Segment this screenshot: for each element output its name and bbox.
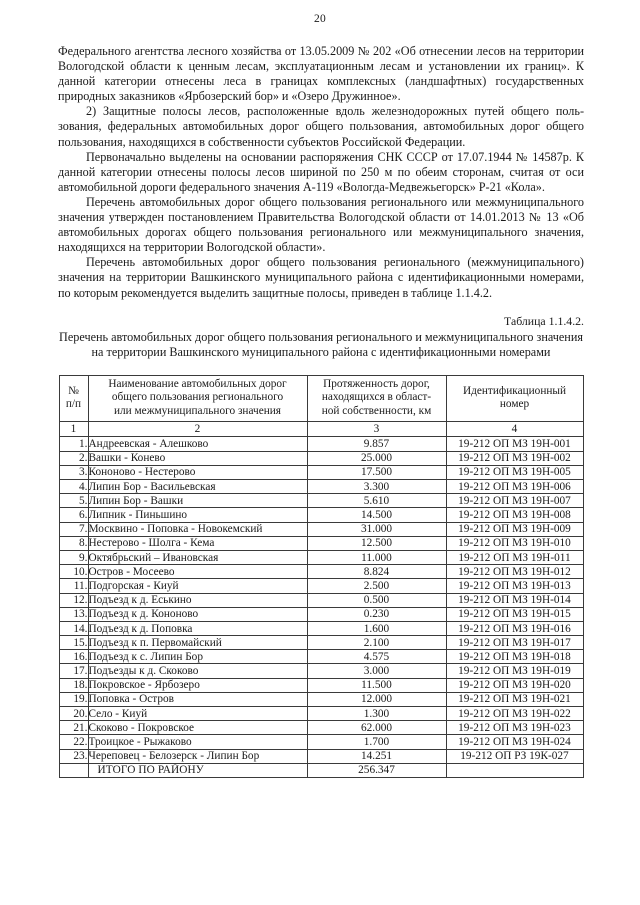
row-road-length: 0.500 — [307, 593, 446, 607]
table-row — [59, 621, 583, 635]
total-row-number — [59, 763, 88, 777]
row-number: 22. — [59, 735, 88, 749]
column-header-length-line-1: Протяженность дорог, — [323, 377, 430, 390]
row-identification: 19-212 ОП МЗ 19Н-022 — [446, 707, 583, 721]
row-identification: 19-212 ОП МЗ 19Н-017 — [446, 636, 583, 650]
row-road-name: Подъезд к п. Первомайский — [88, 636, 307, 650]
row-road-name: Нестерово - Шолга - Кема — [88, 536, 307, 550]
page-number: 20 — [313, 13, 327, 25]
row-road-length: 9.857 — [307, 437, 446, 451]
table-row — [59, 707, 583, 721]
row-identification: 19-212 ОП МЗ 19Н-016 — [446, 621, 583, 635]
column-header-road-name-line-1: Наименование автомобильных дорог — [108, 377, 287, 390]
row-road-length: 8.824 — [307, 565, 446, 579]
row-road-name: Троицкое - Рыжаково — [88, 735, 307, 749]
column-header-length — [307, 375, 446, 422]
row-number: 18. — [59, 678, 88, 692]
table-row — [59, 522, 583, 536]
column-header-identification-line-1: Идентификационный — [462, 384, 567, 397]
table-label: Таблица 1.1.4.2. — [504, 313, 584, 328]
paragraph-snk-ussr: Первоначально выделены на основании распоряжения СНК СССР от 17.07.1944 № 14587р. К данной категории отнесены полосы лесов шириной по 250 м по обеим сторонам, считая от оси автомобильной дороги федерального значения А-119 «Вологда-Медвежьегорск» Р-21 «Кола». — [58, 149, 584, 194]
column-header-length-line-2: находящихся в област- — [321, 391, 432, 404]
column-header-identification-line-2: номер — [499, 398, 530, 411]
road-table-body — [59, 437, 583, 778]
row-number: 11. — [59, 579, 88, 593]
column-header-identification-number — [446, 375, 583, 422]
road-table-head — [59, 375, 583, 437]
row-number: 9. — [59, 550, 88, 564]
row-number: 6. — [59, 508, 88, 522]
row-road-name: Подъезды к д. Скоково — [88, 664, 307, 678]
row-identification: 19-212 ОП МЗ 19Н-013 — [446, 579, 583, 593]
row-road-name: Андреевская - Алешково — [88, 437, 307, 451]
table-row — [59, 636, 583, 650]
table-row — [59, 579, 583, 593]
table-row — [59, 465, 583, 479]
row-number: 8. — [59, 536, 88, 550]
row-number: 10. — [59, 565, 88, 579]
row-identification: 19-212 ОП МЗ 19Н-002 — [446, 451, 583, 465]
table-row — [59, 550, 583, 564]
row-road-length: 3.300 — [307, 480, 446, 494]
road-table-container — [58, 375, 584, 778]
column-number-3: 3 — [307, 422, 446, 437]
row-road-length: 11.000 — [307, 550, 446, 564]
row-identification: 19-212 ОП МЗ 19Н-008 — [446, 508, 583, 522]
row-identification: 19-212 ОП МЗ 19Н-014 — [446, 593, 583, 607]
table-row — [59, 451, 583, 465]
row-number: 4. — [59, 480, 88, 494]
row-identification: 19-212 ОП МЗ 19Н-021 — [446, 692, 583, 706]
row-number: 17. — [59, 664, 88, 678]
column-number-2: 2 — [88, 422, 307, 437]
row-number: 12. — [59, 593, 88, 607]
row-identification: 19-212 ОП МЗ 19Н-011 — [446, 550, 583, 564]
row-road-length: 12.500 — [307, 536, 446, 550]
row-road-name: Покровское - Ярбозеро — [88, 678, 307, 692]
row-road-name: Подъезд к д. Кононово — [88, 607, 307, 621]
row-identification: 19-212 ОП МЗ 19Н-010 — [446, 536, 583, 550]
row-identification: 19-212 ОП МЗ 19Н-015 — [446, 607, 583, 621]
row-number: 2. — [59, 451, 88, 465]
table-row — [59, 607, 583, 621]
column-number-row — [59, 422, 583, 437]
row-identification: 19-212 ОП МЗ 19Н-005 — [446, 465, 583, 479]
column-number-4: 4 — [446, 422, 583, 437]
row-road-name: Липин Бор - Вашки — [88, 494, 307, 508]
row-road-length: 14.251 — [307, 749, 446, 763]
row-identification: 19-212 ОП МЗ 19Н-001 — [446, 437, 583, 451]
column-number-1: 1 — [59, 422, 88, 437]
row-number: 21. — [59, 721, 88, 735]
row-number: 1. — [59, 437, 88, 451]
row-road-name: Поповка - Остров — [88, 692, 307, 706]
row-road-name: Скоково - Покровское — [88, 721, 307, 735]
row-road-name: Остров - Мосеево — [88, 565, 307, 579]
row-road-length: 1.300 — [307, 707, 446, 721]
row-identification: 19-212 ОП МЗ 19Н-018 — [446, 650, 583, 664]
table-row — [59, 735, 583, 749]
table-row — [59, 536, 583, 550]
row-number: 19. — [59, 692, 88, 706]
table-row — [59, 721, 583, 735]
row-identification: 19-212 ОП МЗ 19Н-024 — [446, 735, 583, 749]
row-identification: 19-212 ОП РЗ 19К-027 — [446, 749, 583, 763]
page-content — [58, 44, 584, 778]
row-road-name: Кононово - Нестерово — [88, 465, 307, 479]
row-road-name: Село - Киуй — [88, 707, 307, 721]
table-row — [59, 749, 583, 763]
row-identification: 19-212 ОП МЗ 19Н-007 — [446, 494, 583, 508]
row-identification: 19-212 ОП МЗ 19Н-019 — [446, 664, 583, 678]
table-row — [59, 664, 583, 678]
table-total-row — [59, 763, 583, 777]
table-row — [59, 650, 583, 664]
total-row-label: ИТОГО ПО РАЙОНУ — [88, 763, 307, 777]
row-identification: 19-212 ОП МЗ 19Н-006 — [446, 480, 583, 494]
paragraph-federal-agency: Федерального агентства лесного хозяйства от 13.05.2009 № 202 «Об отнесении лесов на территории Вологодской области к ценным лесам, эксплуатационным лесам и установлении их границ». К данной категории отнесены леса в границах комплексных (ландшафтных) государственных природных заказников «Ярбозерский бор» и «Озеро Дружинное». — [58, 44, 584, 104]
table-row — [59, 593, 583, 607]
column-header-road-name — [88, 375, 307, 422]
row-number: 15. — [59, 636, 88, 650]
row-number: 23. — [59, 749, 88, 763]
row-road-length: 4.575 — [307, 650, 446, 664]
table-row — [59, 565, 583, 579]
column-header-number-line-1: № — [68, 384, 79, 397]
road-table — [59, 375, 584, 778]
column-header-number — [59, 375, 88, 422]
row-number: 7. — [59, 522, 88, 536]
row-road-name: Липник - Пиньшино — [88, 508, 307, 522]
row-road-length: 5.610 — [307, 494, 446, 508]
row-number: 5. — [59, 494, 88, 508]
row-number: 14. — [59, 621, 88, 635]
row-identification: 19-212 ОП МЗ 19Н-020 — [446, 678, 583, 692]
row-road-name: Вашки - Конево — [88, 451, 307, 465]
column-header-road-name-line-3: или межмуниципального значения — [113, 404, 282, 417]
row-identification: 19-212 ОП МЗ 19Н-009 — [446, 522, 583, 536]
row-number: 16. — [59, 650, 88, 664]
row-road-length: 14.500 — [307, 508, 446, 522]
row-road-name: Подъезд к с. Липин Бор — [88, 650, 307, 664]
row-identification: 19-212 ОП МЗ 19Н-012 — [446, 565, 583, 579]
row-number: 20. — [59, 707, 88, 721]
row-road-length: 1.600 — [307, 621, 446, 635]
total-row-identification — [446, 763, 583, 777]
table-row — [59, 508, 583, 522]
row-road-length: 2.100 — [307, 636, 446, 650]
row-road-length: 11.500 — [307, 678, 446, 692]
table-row — [59, 480, 583, 494]
row-road-name: Липин Бор - Васильевская — [88, 480, 307, 494]
table-row — [59, 494, 583, 508]
row-number: 3. — [59, 465, 88, 479]
paragraph-vashkinsky-list: Перечень автомобильных дорог общего пользования регионального (межмуниципального) значения на территории Вашкинского муниципального района с идентификационными номерами, по которым рекомендуется выделить защитные полосы, приведен в таблице 1.1.4.2. — [58, 255, 584, 300]
table-row — [59, 437, 583, 451]
column-header-number-line-2: п/п — [65, 398, 82, 411]
row-road-length: 25.000 — [307, 451, 446, 465]
row-road-name: Подъезд к д. Еськино — [88, 593, 307, 607]
row-road-length: 12.000 — [307, 692, 446, 706]
column-header-road-name-line-2: общего пользования регионального — [111, 391, 284, 404]
column-header-length-line-3: ной собственности, км — [321, 404, 432, 417]
row-road-name: Череповец - Белозерск - Липин Бор — [88, 749, 307, 763]
row-road-length: 17.500 — [307, 465, 446, 479]
paragraph-road-list-approved: Перечень автомобильных дорог общего пользования регионального или межмуниципального значения утвержден постановлением Правительства Вологодской области от 14.01.2013 № 13 «Об автомобильных дорогах общего пользования регионального или межмуниципального значения, находящихся на территории Вологодской области». — [58, 194, 584, 255]
row-road-name: Октябрьский – Ивановская — [88, 550, 307, 564]
row-road-length: 1.700 — [307, 735, 446, 749]
row-road-length: 3.000 — [307, 664, 446, 678]
table-caption: Перечень автомобильных дорог общего пользования регионального и межмуниципального значения на территории Вашкинского муниципального района с идентификационными номерами — [59, 329, 583, 359]
row-road-length: 0.230 — [307, 607, 446, 621]
row-road-length: 31.000 — [307, 522, 446, 536]
row-road-length: 62.000 — [307, 721, 446, 735]
table-header-row — [59, 375, 583, 422]
total-row-length: 256.347 — [307, 763, 446, 777]
table-row — [59, 692, 583, 706]
row-number: 13. — [59, 607, 88, 621]
row-road-name: Москвино - Поповка - Новокемский — [88, 522, 307, 536]
row-road-length: 2.500 — [307, 579, 446, 593]
table-row — [59, 678, 583, 692]
row-road-name: Подъезд к д. Поповка — [88, 621, 307, 635]
row-identification: 19-212 ОП МЗ 19Н-023 — [446, 721, 583, 735]
row-road-name: Подгорская - Киуй — [88, 579, 307, 593]
paragraph-protective-strips: 2) Защитные полосы лесов, расположенные вдоль железнодорожных путей общего пользования, федеральных автомобильных дорог общего пользования, автомобильных дорог общего пользования, находящихся в собственности субъектов Российской Федерации. — [58, 104, 584, 149]
